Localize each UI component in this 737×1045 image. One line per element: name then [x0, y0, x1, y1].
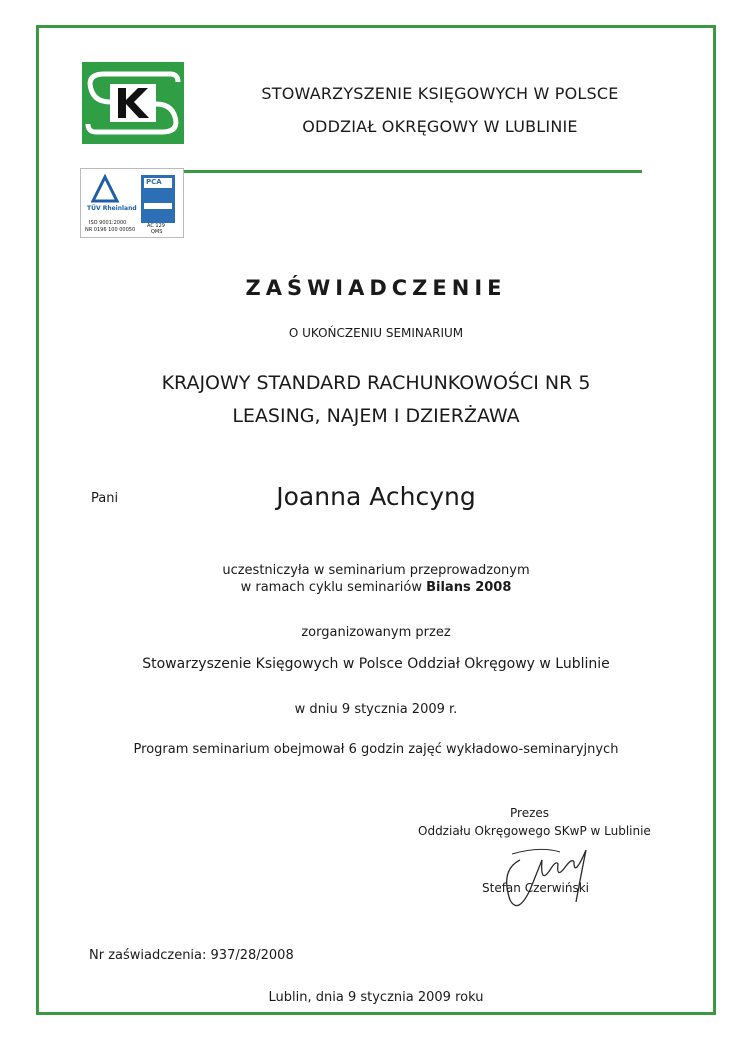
handwritten-signature-icon [490, 830, 610, 920]
certification-marks [80, 168, 184, 238]
place-and-date: Lublin, dnia 9 stycznia 2009 roku [268, 990, 484, 1005]
tuv-iso: ISO 9001:2000 [89, 220, 127, 226]
tuv-label: TÜV Rheinland [87, 205, 137, 212]
header-rule [184, 170, 642, 173]
org-name-line1: STOWARZYSZENIE KSIĘGOWYCH W POLSCE [261, 84, 619, 103]
document-title: ZAŚWIADCZENIE [245, 276, 507, 300]
document-subtitle: O UKOŃCZENIU SEMINARIUM [288, 326, 464, 340]
seminar-date: w dniu 9 stycznia 2009 r. [294, 702, 458, 717]
series-prefix: w ramach cyklu seminariów [240, 580, 427, 595]
signatory-organization: Oddziału Okręgowego SKwP w Lublinie [418, 824, 651, 838]
program-description: Program seminarium obejmował 6 godzin zajęć wykładowo-seminaryjnych [133, 742, 619, 757]
signatory-title: Prezes [510, 806, 550, 820]
salutation: Pani [91, 491, 119, 506]
seminar-title-line1: KRAJOWY STANDARD RACHUNKOWOŚCI NR 5 [161, 372, 591, 394]
series-name: Bilans 2008 [426, 580, 512, 595]
signatory-name: Stefan Czerwiński [482, 881, 589, 895]
tuv-nr: NR 0196 100 00050 [85, 227, 136, 233]
seminar-title-line2: LEASING, NAJEM I DZIERŻAWA [232, 405, 520, 427]
certificate-number: Nr zaświadczenia: 937/28/2008 [89, 948, 294, 963]
pca-qms: QMS [151, 229, 163, 235]
pca-label: PCA [146, 178, 162, 186]
series-text [36, 580, 716, 595]
participation-text: uczestniczyła w seminarium przeprowadzonym [222, 563, 530, 578]
organized-by-text: zorganizowanym przez [301, 625, 451, 640]
org-name-line2: ODDZIAŁ OKRĘGOWY W LUBLINIE [302, 117, 578, 136]
sk-logo-icon [82, 62, 184, 144]
participant-name: Joanna Achcyng [276, 482, 476, 511]
organizer-name: Stowarzyszenie Księgowych w Polsce Oddział Okręgowy w Lublinie [142, 656, 610, 672]
pca-ac: AC 129 [147, 223, 165, 229]
